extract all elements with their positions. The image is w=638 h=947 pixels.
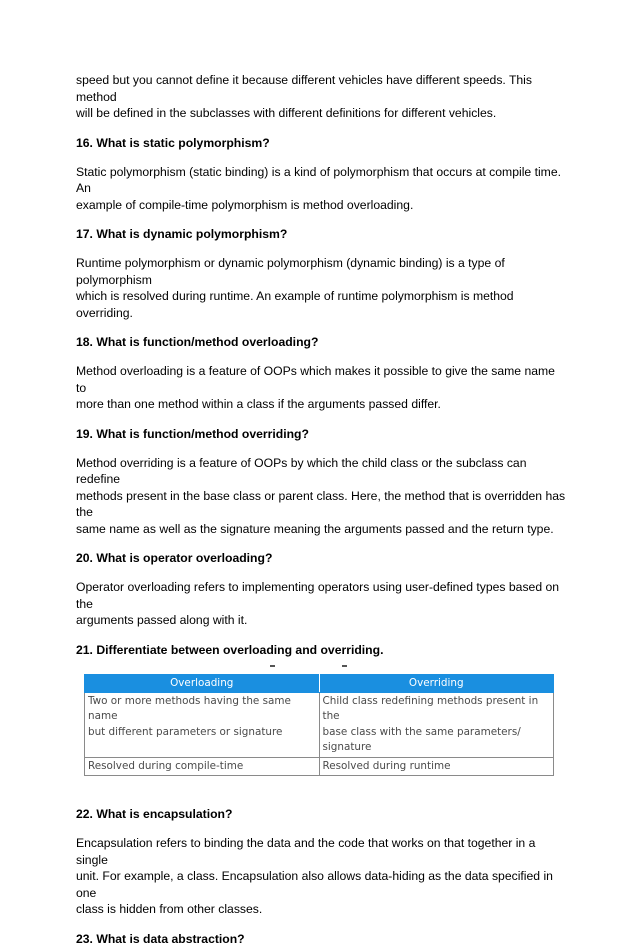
heading-dynamic-polymorphism: 17. What is dynamic polymorphism?: [76, 227, 288, 241]
heading-static-polymorphism: 16. What is static polymorphism?: [76, 135, 270, 150]
table-header-row: [85, 674, 554, 692]
table-cell: Two or more methods having the same name but different parameters or signature: [85, 692, 320, 757]
comparison-table-wrapper: [84, 674, 554, 777]
table-row: [85, 692, 554, 757]
document-page: [76, 72, 566, 947]
answer-operator-overloading: Operator overloading refers to implementing operators using user-defined types based on the arguments passed along with it.: [76, 580, 560, 627]
answer-dynamic-polymorphism: Runtime polymorphism or dynamic polymorphism (dynamic binding) is a type of polymorphism which is resolved during runtime. An example of runtime polymorphism is method overriding.: [76, 256, 514, 320]
answer-encapsulation: Encapsulation refers to binding the data and the code that works on that together in a single unit. For example, a class. Encapsulation also allows data-hiding as the data specified in one class is hidden from other classes.: [76, 836, 553, 916]
intro-paragraph: speed but you cannot define it because different vehicles have different speeds. This method will be defined in the subclasses with different definitions for different vehicles.: [76, 73, 532, 120]
answer-static-polymorphism: Static polymorphism (static binding) is a kind of polymorphism that occurs at compile time. An example of compile-time polymorphism is method overloading.: [76, 164, 561, 212]
table-cell: Resolved during runtime: [319, 757, 554, 776]
crop-mark: [270, 665, 275, 667]
comparison-table: [84, 674, 554, 777]
table-crop-marks: [84, 665, 554, 671]
table-row: [85, 757, 554, 776]
header-overloading: Overloading: [85, 674, 320, 692]
heading-method-overloading: 18. What is function/method overloading?: [76, 335, 319, 349]
answer-method-overriding: Method overriding is a feature of OOPs by which the child class or the subclass can redefine methods present in the base class or parent class. Here, the method that is overridden has the same name as well as the signature meaning the arguments passed and the return type.: [76, 455, 566, 536]
table-cell: Child class redefining methods present in the base class with the same parameters/ signature: [319, 692, 554, 757]
heading-encapsulation: 22. What is encapsulation?: [76, 807, 233, 821]
table-cell: Resolved during compile-time: [85, 757, 320, 776]
crop-mark: [342, 665, 347, 667]
heading-data-abstraction: 23. What is data abstraction?: [76, 931, 245, 946]
heading-overloading-vs-overriding: 21. Differentiate between overloading and overriding.: [76, 642, 384, 657]
heading-method-overriding: 19. What is function/method overriding?: [76, 426, 309, 441]
heading-operator-overloading: 20. What is operator overloading?: [76, 551, 273, 565]
header-overriding: Overriding: [319, 674, 554, 692]
answer-method-overloading: Method overloading is a feature of OOPs which makes it possible to give the same name to more than one method within a class if the arguments passed differ.: [76, 364, 555, 411]
